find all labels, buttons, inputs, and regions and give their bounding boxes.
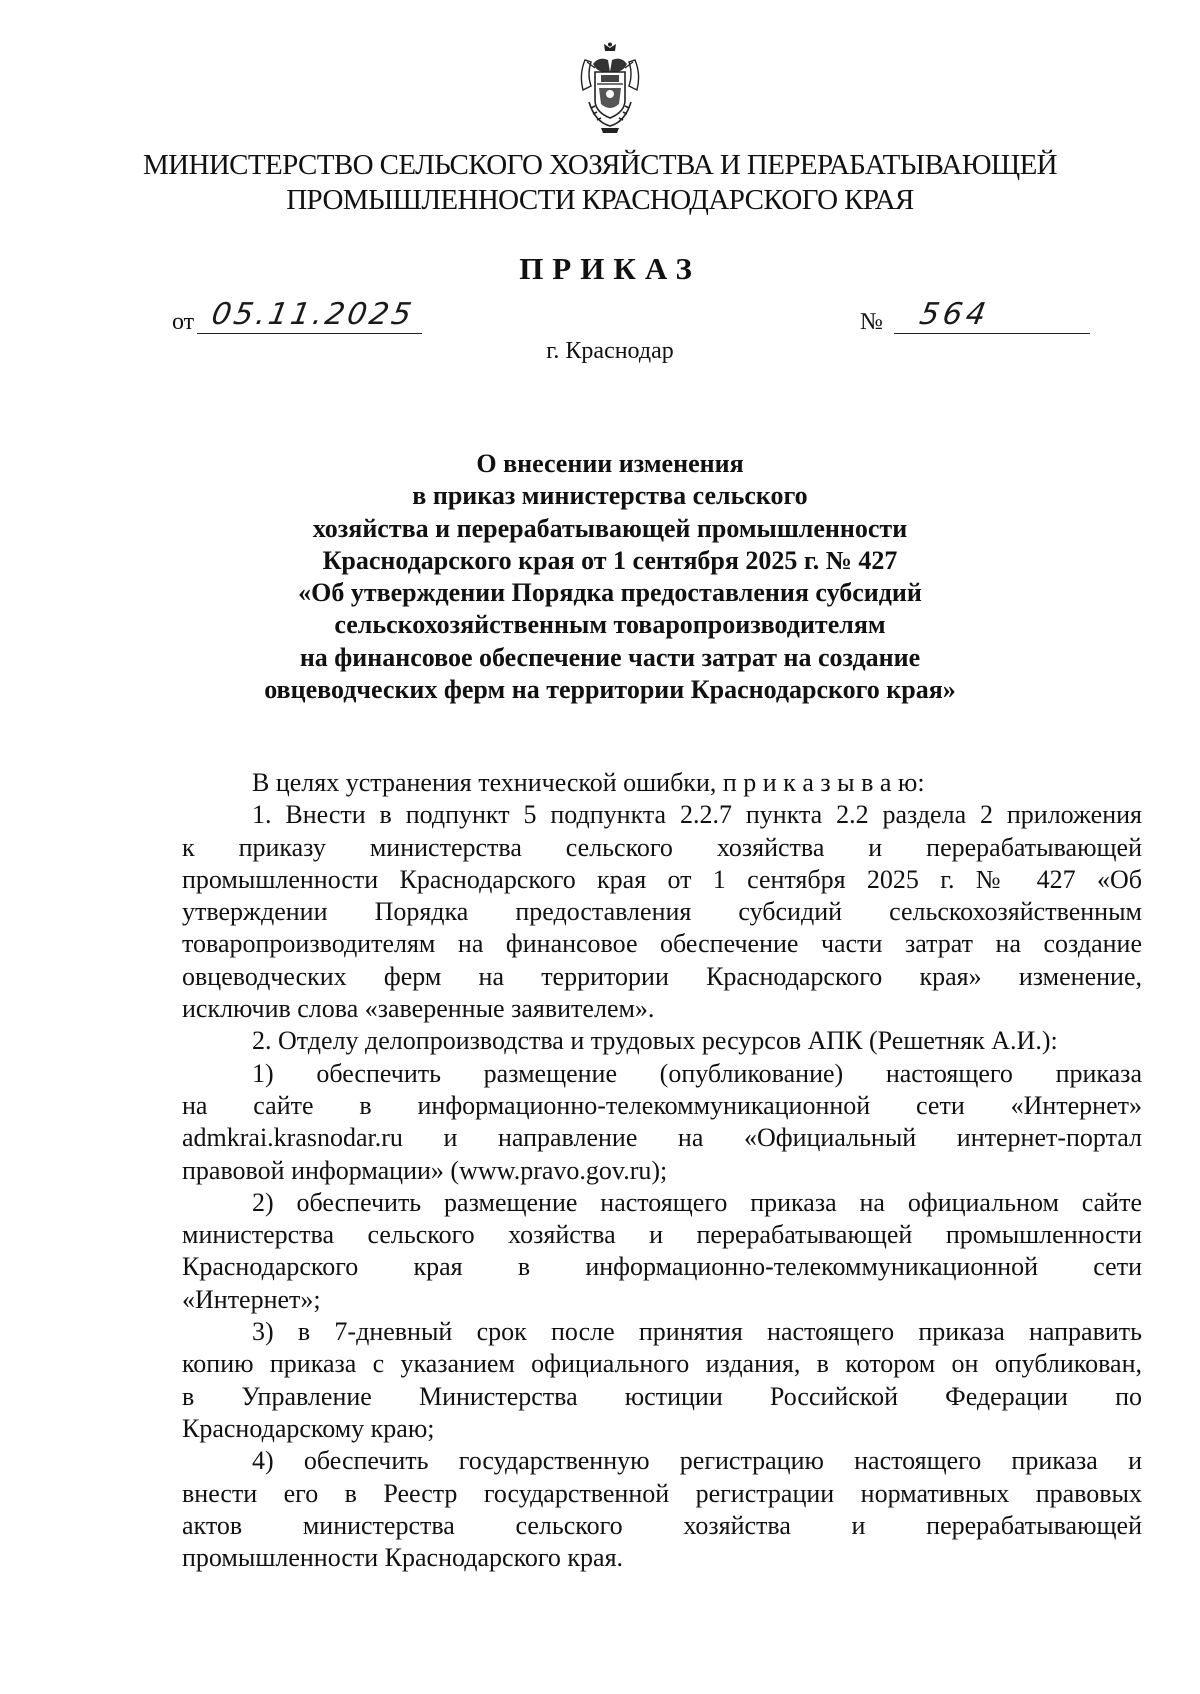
body-line: актов министерства сельского хозяйства и перерабатывающей: [182, 1510, 1142, 1540]
title-line: в приказ министерства сельского: [412, 481, 808, 511]
coat-of-arms-icon: [575, 42, 645, 136]
date-handwritten: 05.11.2025: [208, 297, 417, 332]
body-line: 3) в 7-дневный срок после принятия настоящего приказа направить: [252, 1317, 1142, 1347]
body-line: министерства сельского хозяйства и перерабатывающей промышленности: [182, 1220, 1142, 1250]
document-type: ПРИКАЗ: [519, 251, 701, 286]
body-line: В целях устранения технической ошибки, п р и к а з ы в а ю:: [252, 768, 925, 797]
body-line: 2. Отделу делопроизводства и трудовых ресурсов АПК (Решетняк А.И.):: [252, 1026, 1058, 1056]
title-line: овцеводческих ферм на территории Краснодарского края»: [264, 675, 956, 705]
body-line: в Управление Министерства юстиции Российской Федерации по: [182, 1381, 1142, 1411]
body-line: admkrai.krasnodar.ru и направление на «Официальный интернет-портал: [182, 1123, 1142, 1153]
number-underline: [894, 333, 1090, 334]
ministry-name-line-1: МИНИСТЕРСТВО СЕЛЬСКОГО ХОЗЯЙСТВА И ПЕРЕРАБАТЫВАЮЩЕЙ: [142, 149, 1058, 181]
city: г. Краснодар: [546, 338, 674, 364]
title-line: хозяйства и перерабатывающей промышленности: [312, 513, 908, 543]
title-line: О внесении изменения: [476, 449, 744, 478]
body-line: «Интернет»;: [182, 1284, 321, 1314]
body-line: на сайте в информационно-телекоммуникационной сети «Интернет»: [182, 1090, 1142, 1120]
body-line: товаропроизводителям на финансовое обеспечение части затрат на создание: [182, 929, 1142, 959]
body-line: 4) обеспечить государственную регистрацию настоящего приказа и: [252, 1446, 1142, 1476]
title-line: сельскохозяйственным товаропроизводителям: [334, 610, 886, 640]
body-line: 1) обеспечить размещение (опубликование) настоящего приказа: [252, 1058, 1142, 1088]
body-line: Краснодарскому краю;: [182, 1413, 435, 1443]
body-line: промышленности Краснодарского края от 1 сентября 2025 г. № 427 «Об: [182, 864, 1142, 894]
document-title: [200, 448, 1020, 706]
body-line: к приказу министерства сельского хозяйства и перерабатывающей: [182, 832, 1142, 862]
body-line: исключив слова «заверенные заявителем».: [182, 994, 655, 1024]
body-line: промышленности Краснодарского края.: [182, 1543, 624, 1573]
body-line: 2) обеспечить размещение настоящего приказа на официальном сайте: [252, 1187, 1142, 1217]
body-line: правовой информации» (www.pravo.gov.ru);: [182, 1155, 668, 1185]
title-line: на финансовое обеспечение части затрат на создание: [299, 642, 921, 672]
date-prefix: от: [172, 309, 195, 335]
title-line: Краснодарского края от 1 сентября 2025 г. № 427: [322, 545, 898, 575]
body-line: овцеводческих ферм на территории Краснодарского края» изменение,: [182, 961, 1142, 991]
body-line: внести его в Реестр государственной регистрации нормативных правовых: [182, 1478, 1142, 1508]
body-line: утверждении Порядка предоставления субсидий сельскохозяйственным: [182, 897, 1142, 927]
title-line: «Об утверждении Порядка предоставления субсидий: [298, 578, 922, 608]
date-underline: [197, 333, 422, 334]
body-line: Краснодарского края в информационно-телекоммуникационной сети: [182, 1252, 1142, 1282]
number-handwritten: 564: [916, 297, 993, 332]
document-body: [182, 767, 1142, 1574]
ministry-name-line-2: ПРОМЫШЛЕННОСТИ КРАСНОДАРСКОГО КРАЯ: [286, 184, 914, 216]
body-line: 1. Внести в подпункт 5 подпункта 2.2.7 пункта 2.2 раздела 2 приложения: [252, 800, 1142, 830]
number-prefix: №: [860, 309, 883, 335]
body-line: копию приказа с указанием официального издания, в котором он опубликован,: [182, 1349, 1142, 1379]
